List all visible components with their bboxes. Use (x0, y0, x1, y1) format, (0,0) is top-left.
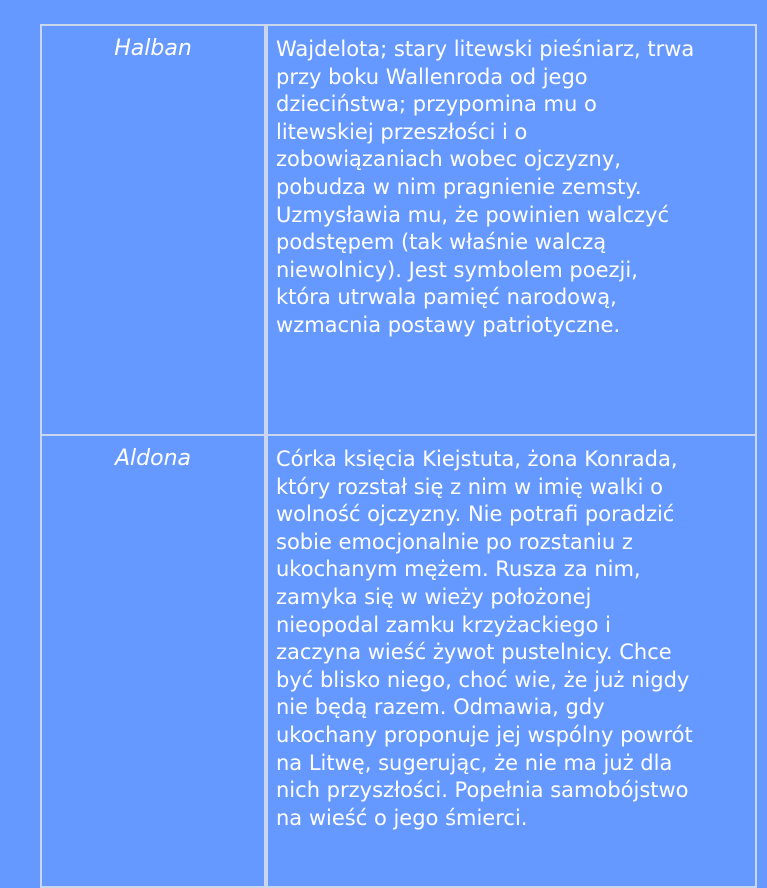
character-name: Aldona (40, 435, 266, 888)
character-description: Wajdelota; stary litewski pieśniarz, trwa przy boku Wallenroda od jego dzieciństwa; przypomina mu o litewskiej przeszłości i o zobowiązaniach wobec ojczyzny, pobudza w nim pragnienie zemsty. Uzmysławia mu, że powinien walczyć podstępem (tak właśnie walczą niewolnicy). Jest symbolem poezji, która utrwala pamięć narodową, wzmacnia postawy patriotyczne. (266, 24, 757, 435)
characters-table (40, 24, 757, 888)
document-page (40, 24, 757, 888)
table-row (40, 24, 757, 435)
table-row (40, 435, 757, 888)
character-description: Córka księcia Kiejstuta, żona Konrada, który rozstał się z nim w imię walki o wolność ojczyzny. Nie potrafi poradzić sobie emocjonalnie po rozstaniu z ukochanym mężem. Rusza za nim, zamyka się w wieży położonej nieopodal zamku krzyżackiego i zaczyna wieść żywot pustelnicy. Chce być blisko niego, choć wie, że już nigdy nie będą razem. Odmawia, gdy ukochany proponuje jej wspólny powrót na Litwę, sugerując, że nie ma już dla nich przyszłości. Popełnia samobójstwo na wieść o jego śmierci. (266, 435, 757, 888)
character-name: Halban (40, 24, 266, 435)
